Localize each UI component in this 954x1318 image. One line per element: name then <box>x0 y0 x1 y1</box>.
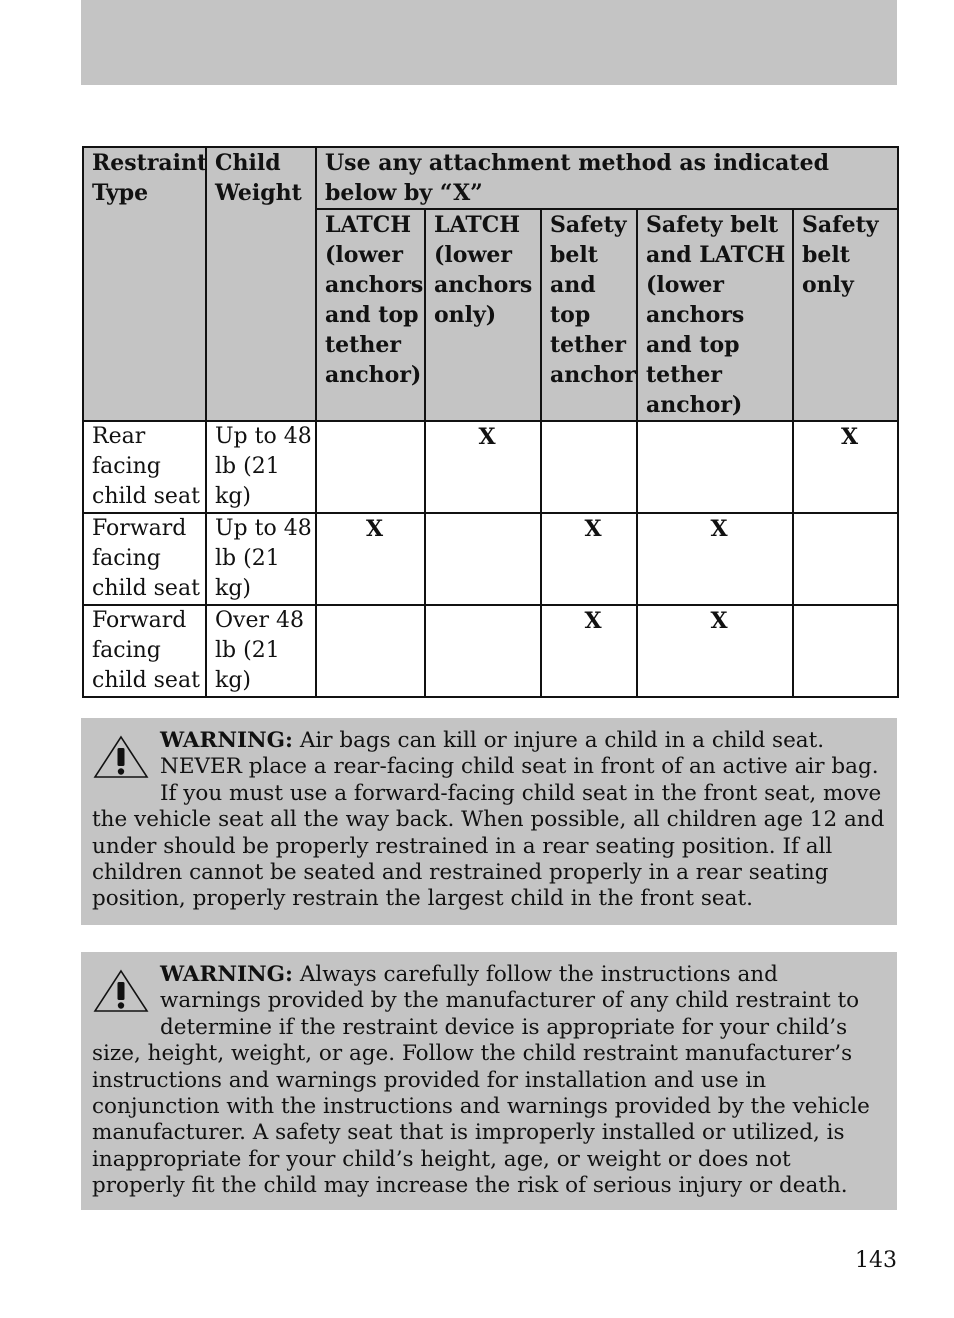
mark-cell <box>425 513 541 605</box>
column-latch-top-tether: LATCH (lower anchors and top tether anchor) <box>316 209 425 421</box>
mark-cell: X <box>316 513 425 605</box>
page-number: 143 <box>855 1248 897 1273</box>
warning-label: WARNING: <box>160 962 293 987</box>
header-restraint-type: Restraint Type <box>83 147 206 421</box>
header-child-weight: Child Weight <box>206 147 316 421</box>
restraint-type-cell: Forward facing child seat <box>83 513 206 605</box>
column-belt-only: Safety belt only <box>793 209 898 421</box>
mark-cell <box>793 605 898 697</box>
child-weight-cell: Up to 48 lb (21 kg) <box>206 421 316 513</box>
warning-triangle-icon <box>92 734 150 780</box>
table-row <box>83 605 898 697</box>
restraint-type-cell: Forward facing child seat <box>83 605 206 697</box>
table-row <box>83 421 898 513</box>
warning-text: Always carefully follow the instructions and warnings provided by the manufacturer of any child restraint to determine if the restraint device is appropriate for your child’s size, height, weight, or age. Follow the child restraint manufacturer’s instructions and warnings provided for installation and use in conjunction with the instructions and warnings provided by the vehicle manufacturer. A safety seat that is improperly installed or utilized, is inappropriate for your child’s height, age, or weight or does not properly fit the child may increase the risk of serious injury or death. <box>92 962 870 1199</box>
column-belt-top-tether: Safety belt and top tether anchor <box>541 209 637 421</box>
mark-cell: X <box>637 605 793 697</box>
warning-text: Air bags can kill or injure a child in a child seat. NEVER place a rear-facing child seat in front of an active air bag. If you must use a forward-facing child seat in the front seat, move the vehicle seat all the way back. When possible, all children age 12 and under should be properly restrained in a rear seating position. If all children cannot be seated and restrained properly in a rear seating position, properly restrain the largest child in the front seat. <box>92 728 885 912</box>
header-bar <box>81 0 897 85</box>
airbag-warning-box <box>81 718 897 925</box>
warning-triangle-icon <box>92 968 150 1014</box>
restraint-type-cell: Rear facing child seat <box>83 421 206 513</box>
mark-cell <box>793 513 898 605</box>
mark-cell: X <box>793 421 898 513</box>
mark-cell: X <box>425 421 541 513</box>
table-row <box>83 513 898 605</box>
mark-cell <box>541 421 637 513</box>
restraint-table <box>82 146 899 698</box>
child-restraint-warning-box <box>81 952 897 1210</box>
mark-cell: X <box>637 513 793 605</box>
child-weight-cell: Over 48 lb (21 kg) <box>206 605 316 697</box>
mark-cell: X <box>541 513 637 605</box>
warning-label: WARNING: <box>160 728 293 753</box>
mark-cell <box>425 605 541 697</box>
mark-cell <box>316 605 425 697</box>
mark-cell <box>316 421 425 513</box>
header-attachment-methods: Use any attachment method as indicated below by “X” <box>316 147 898 209</box>
mark-cell <box>637 421 793 513</box>
column-belt-and-latch: Safety belt and LATCH (lower anchors and top tether anchor) <box>637 209 793 421</box>
mark-cell: X <box>541 605 637 697</box>
column-latch-lower-only: LATCH (lower anchors only) <box>425 209 541 421</box>
child-weight-cell: Up to 48 lb (21 kg) <box>206 513 316 605</box>
